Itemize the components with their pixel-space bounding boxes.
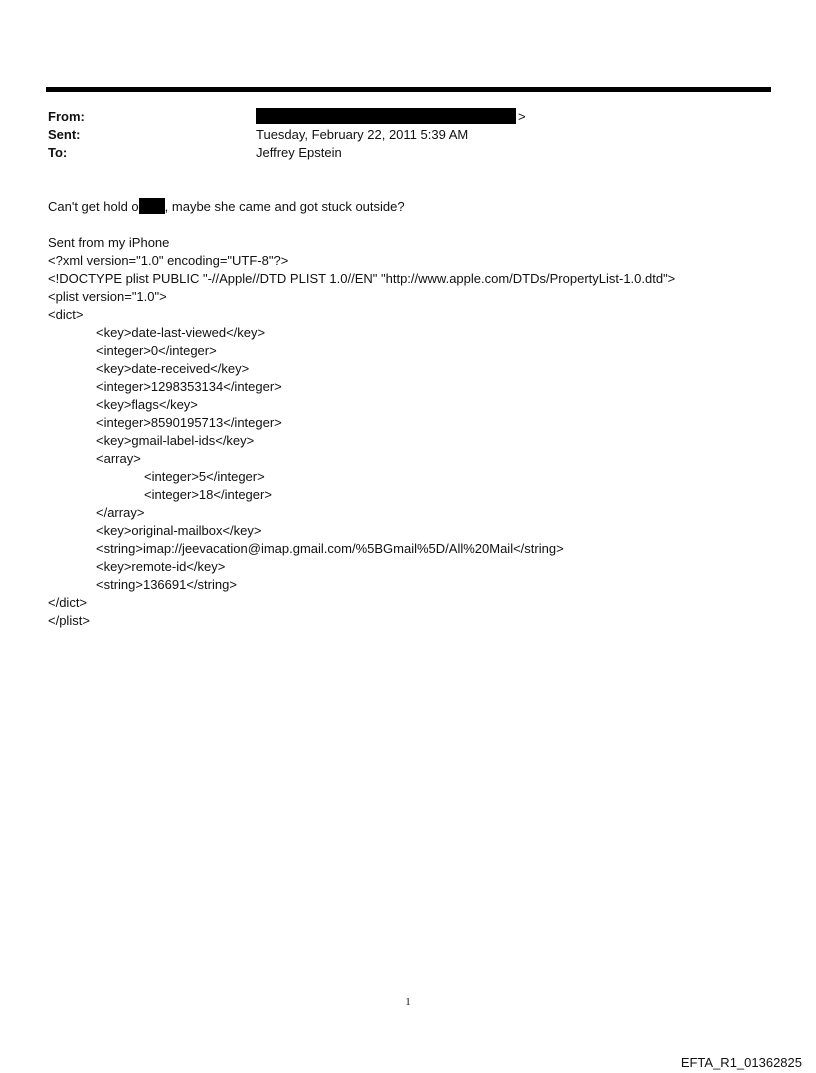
xml-line: <?xml version="1.0" encoding="UTF-8"?> [48, 253, 289, 268]
xml-line: </plist> [48, 613, 90, 628]
xml-line: <key>gmail-label-ids</key> [96, 433, 255, 448]
from-label: From: [48, 109, 85, 124]
xml-line: <string>imap://jeevacation@imap.gmail.com/%5BGmail%5D/All%20Mail</string> [96, 541, 564, 556]
to-label: To: [48, 145, 68, 160]
to-value: Jeffrey Epstein [256, 145, 342, 160]
xml-line: </dict> [48, 595, 88, 610]
xml-line: <integer>0</integer> [96, 343, 217, 358]
xml-line: <!DOCTYPE plist PUBLIC "-//Apple//DTD PLIST 1.0//EN" "http://www.apple.com/DTDs/PropertyList-1.0.dtd"> [48, 271, 676, 286]
redaction-block [139, 198, 165, 214]
xml-line: <key>date-last-viewed</key> [96, 325, 266, 340]
xml-line: <integer>5</integer> [144, 469, 265, 484]
message-line [48, 198, 788, 216]
spacer [48, 216, 788, 234]
email-body [48, 198, 788, 630]
xml-line: <integer>1298353134</integer> [96, 379, 282, 394]
xml-line: <dict> [48, 307, 84, 322]
xml-line: <array> [96, 451, 141, 466]
from-suffix: > [518, 109, 526, 124]
document-id: EFTA_R1_01362825 [680, 1055, 802, 1070]
xml-line: <key>original-mailbox</key> [96, 523, 262, 538]
message-after: , maybe she came and got stuck outside? [164, 199, 405, 214]
xml-line: <key>date-received</key> [96, 361, 250, 376]
redaction-block [256, 108, 516, 124]
sent-value: Tuesday, February 22, 2011 5:39 AM [256, 127, 469, 142]
xml-line: <string>136691</string> [96, 577, 237, 592]
xml-line: <integer>8590195713</integer> [96, 415, 282, 430]
page-number: 1 [405, 996, 411, 1008]
email-header [48, 108, 748, 162]
xml-line: <key>remote-id</key> [96, 559, 226, 574]
signature: Sent from my iPhone [48, 235, 170, 250]
from-row [48, 108, 748, 126]
to-row [48, 144, 748, 162]
xml-line: </array> [96, 505, 145, 520]
xml-line: <plist version="1.0"> [48, 289, 167, 304]
from-value [256, 108, 526, 126]
sent-row [48, 126, 748, 144]
sent-label: Sent: [48, 127, 81, 142]
message-before: Can't get hold o [48, 199, 139, 214]
xml-line: <key>flags</key> [96, 397, 198, 412]
xml-line: <integer>18</integer> [144, 487, 272, 502]
header-rule [46, 87, 771, 92]
